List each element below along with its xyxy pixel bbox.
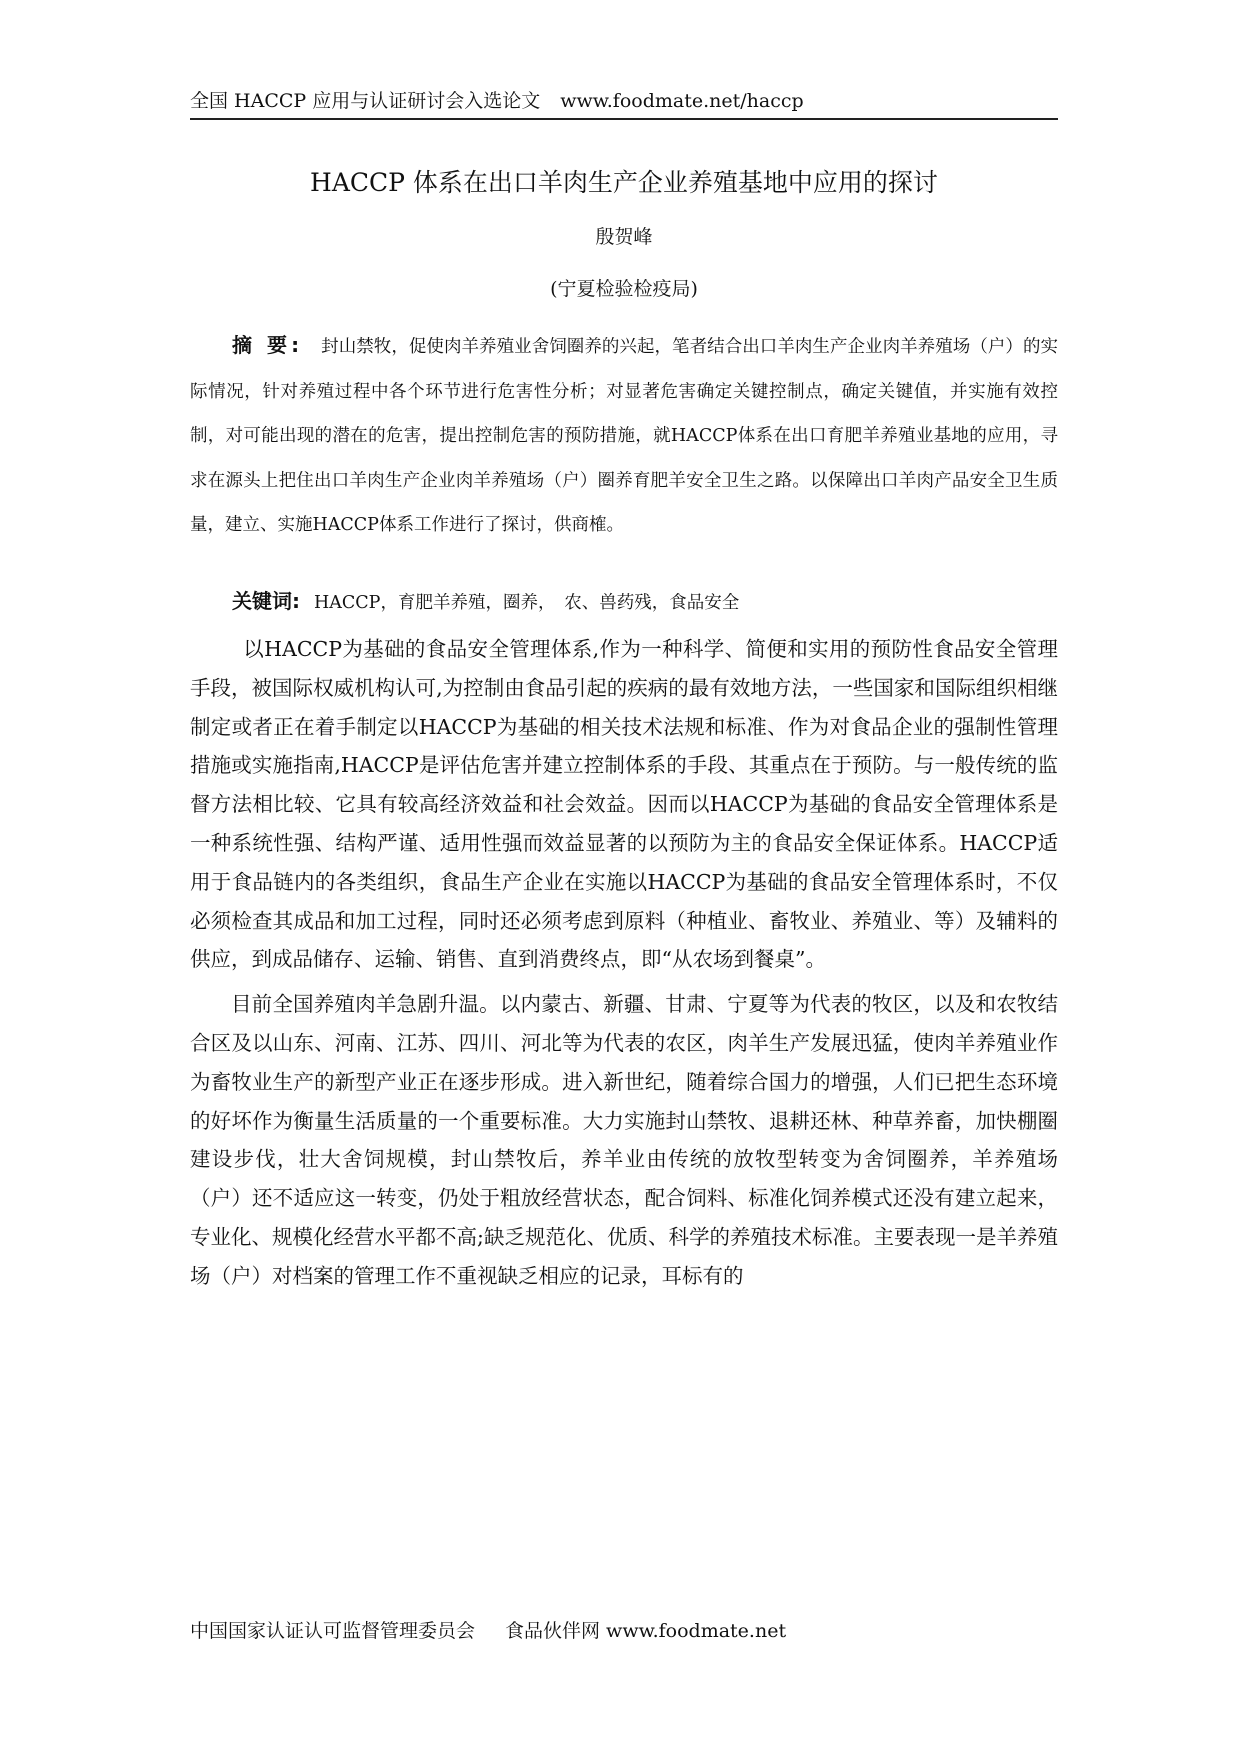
body-text — [190, 630, 1058, 1296]
footer-org: 中国国家认证认可监督管理委员会 — [190, 1620, 476, 1642]
abstract-label: 摘 要: — [232, 333, 304, 357]
keywords — [190, 584, 1058, 620]
abstract — [190, 323, 1058, 548]
footer-site[interactable]: 食品伙伴网 www.foodmate.net — [505, 1620, 787, 1642]
page-header — [190, 86, 1058, 120]
keywords-text: HACCP，育肥羊养殖，圈养， 农、兽药残，食品安全 — [314, 593, 740, 613]
body-paragraph-1: 以HACCP为基础的食品安全管理体系,作为一种科学、简便和实用的预防性食品安全管理手段，被国际权威机构认可,为控制由食品引起的疾病的最有效地方法，一些国家和国际组织相继制定或者正在着手制定以HACCP为基础的相关技术法规和标准、作为对食品企业的强制性管理措施或实施指南,HACCP是评估危害并建立控制体系的手段、其重点在于预防。与一般传统的监督方法相比较、它具有较高经济效益和社会效益。因而以HACCP为基础的食品安全管理体系是一种系统性强、结构严谨、适用性强而效益显著的以预防为主的食品安全保证体系。HACCP适用于食品链内的各类组织，食品生产企业在实施以HACCP为基础的食品安全管理体系时，不仅必须检查其成品和加工过程，同时还必须考虑到原料（种植业、畜牧业、养殖业、等）及辅料的供应，到成品储存、运输、销售、直到消费终点，即“从农场到餐桌”。 — [190, 637, 1058, 972]
paper-author: 殷贺峰 — [595, 226, 653, 248]
body-paragraph-2: 目前全国养殖肉羊急剧升温。以内蒙古、新疆、甘肃、宁夏等为代表的牧区，以及和农牧结合区及以山东、河南、江苏、四川、河北等为代表的农区，肉羊生产发展迅猛，使肉羊养殖业作为畜牧业生产的新型产业正在逐步形成。进入新世纪，随着综合国力的增强，人们已把生态环境的好坏作为衡量生活质量的一个重要标准。大力实施封山禁牧、退耕还林、种草养畜，加快棚圈建设步伐，壮大舍饲规模，封山禁牧后，养羊业由传统的放牧型转变为舍饲圈养，羊养殖场（户）还不适应这一转变，仍处于粗放经营状态，配合饲料、标准化饲养模式还没有建立起来，专业化、规模化经营水平都不高;缺乏规范化、优质、科学的养殖技术标准。主要表现一是羊养殖场（户）对档案的管理工作不重视缺乏相应的记录，耳标有的 — [190, 992, 1058, 1288]
paper-affiliation: (宁夏检验检疫局) — [550, 278, 698, 300]
abstract-text: 封山禁牧，促使肉羊养殖业舍饲圈养的兴起，笔者结合出口羊肉生产企业肉羊养殖场（户）的实际情况，针对养殖过程中各个环节进行危害性分析；对显著危害确定关键控制点，确定关键值，并实施有效控制，对可能出现的潜在的危害，提出控制危害的预防措施，就HACCP体系在出口育肥羊养殖业基地的应用，寻求在源头上把住出口羊肉生产企业肉羊养殖场（户）圈养育肥羊安全卫生之路。以保障出口羊肉产品安全卫生质量，建立、实施HACCP体系工作进行了探讨，供商榷。 — [190, 337, 1059, 535]
paper-title: HACCP 体系在出口羊肉生产企业养殖基地中应用的探讨 — [310, 168, 938, 197]
keywords-label: 关键词: — [232, 589, 300, 613]
header-url[interactable]: www.foodmate.net/haccp — [560, 90, 804, 112]
page-footer — [190, 1616, 1058, 1646]
header-title: 全国 HACCP 应用与认证研讨会入选论文 — [190, 90, 541, 112]
